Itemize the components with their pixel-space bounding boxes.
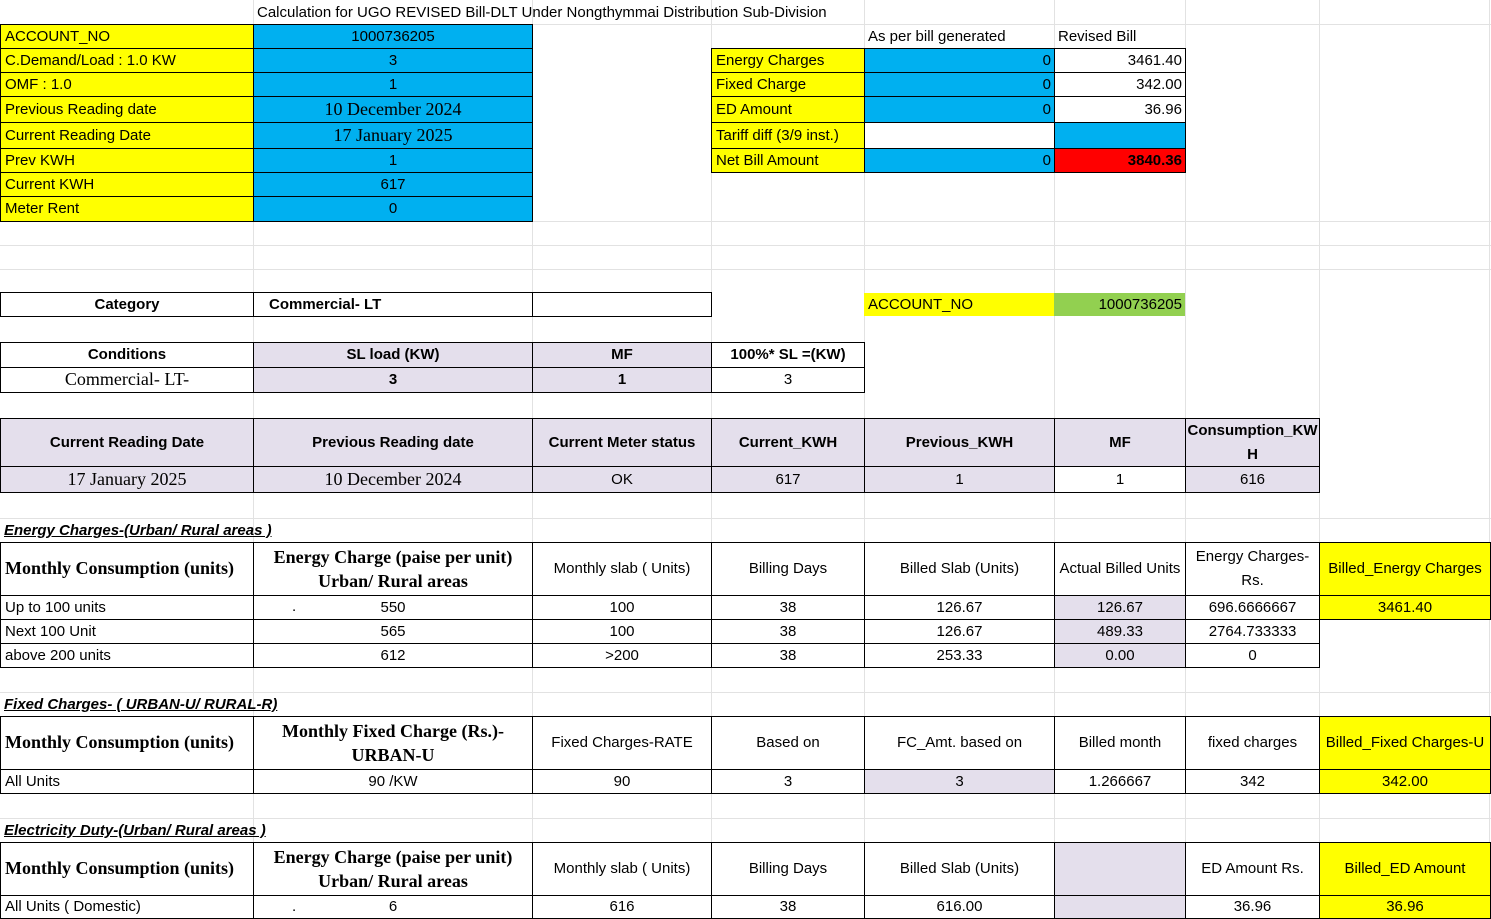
energy-cell[interactable]: Up to 100 units [0,595,254,620]
energy-cell[interactable]: >200 [532,643,712,668]
fixed-cell[interactable]: 90 [532,769,712,794]
input-label-curr-kwh[interactable]: Current KWH [0,172,254,197]
category-value[interactable]: Commercial- LT [253,292,533,317]
fixed-cell[interactable]: All Units [0,769,254,794]
summary-label-energy[interactable]: Energy Charges [711,48,865,73]
energy-dot-mark: . [292,598,297,615]
summary-generated-net[interactable]: 0 [864,148,1055,173]
summary-generated-tariff[interactable] [864,122,1055,149]
summary-generated-energy[interactable]: 0 [864,48,1055,73]
energy-cell[interactable]: 565 [253,619,533,644]
energy-header: Monthly Consumption (units) [0,542,254,596]
category-account-label[interactable]: ACCOUNT_NO [864,293,1054,316]
category-account-value[interactable]: 1000736205 [1054,293,1185,316]
fixed-section-title: Fixed Charges- ( URBAN-U/ RURAL-R) [4,696,278,713]
input-label-omf[interactable]: OMF : 1.0 [0,72,254,97]
conditions-header: Conditions [0,342,254,368]
energy-header: Billing Days [711,542,865,596]
energy-cell[interactable]: 253.33 [864,643,1055,668]
energy-cell[interactable]: 38 [711,595,865,620]
duty-cell[interactable] [1054,895,1186,919]
energy-header: Billed_Energy Charges [1319,542,1491,596]
energy-cell[interactable]: 126.67 [864,595,1055,620]
duty-dot-mark: . [292,898,297,915]
energy-cell[interactable]: 2764.733333 [1185,619,1320,644]
conditions-header: MF [532,342,712,368]
fixed-header: Fixed Charges-RATE [532,716,712,770]
duty-section-title: Electricity Duty-(Urban/ Rural areas ) [4,822,266,839]
energy-header: Monthly slab ( Units) [532,542,712,596]
energy-cell[interactable]: Next 100 Unit [0,619,254,644]
energy-header: Actual Billed Units [1054,542,1186,596]
summary-label-net[interactable]: Net Bill Amount [711,148,865,173]
fixed-cell[interactable]: 90 /KW [253,769,533,794]
fixed-header: Billed month [1054,716,1186,770]
energy-cell[interactable]: 38 [711,643,865,668]
duty-cell[interactable]: 616.00 [864,895,1055,919]
category-label[interactable]: Category [0,292,254,317]
readings-cell[interactable]: 616 [1185,466,1320,493]
fixed-header: Based on [711,716,865,770]
summary-generated-fixed[interactable]: 0 [864,72,1055,97]
energy-cell[interactable]: 0.00 [1054,643,1186,668]
energy-cell[interactable]: 126.67 [864,619,1055,644]
summary-label-fixed[interactable]: Fixed Charge [711,72,865,97]
category-empty-cell[interactable] [532,292,712,317]
readings-header: Current Reading Date [0,418,254,467]
conditions-cell[interactable]: Commercial- LT- [0,367,254,393]
fixed-header: Monthly Consumption (units) [0,716,254,770]
duty-cell[interactable]: 38 [711,895,865,919]
duty-header: Monthly slab ( Units) [532,842,712,896]
energy-section-title: Energy Charges-(Urban/ Rural areas ) [4,522,272,539]
conditions-cell[interactable]: 1 [532,367,712,393]
duty-cell[interactable]: 36.96 [1185,895,1320,919]
energy-header: Energy Charges-Rs. [1185,542,1320,596]
duty-header: Monthly Consumption (units) [0,842,254,896]
fixed-cell[interactable]: 3 [711,769,865,794]
fixed-cell[interactable]: 3 [864,769,1055,794]
input-label-prev-date[interactable]: Previous Reading date [0,96,254,123]
input-label-curr-date[interactable]: Current Reading Date [0,122,254,149]
readings-header: Previous_KWH [864,418,1055,467]
summary-col-revised: Revised Bill [1058,28,1137,45]
readings-header: Consumption_KWH [1185,418,1320,467]
energy-cell[interactable]: 0 [1185,643,1320,668]
readings-cell[interactable]: 17 January 2025 [0,466,254,493]
duty-cell[interactable]: 36.96 [1319,895,1491,919]
sheet-title: Calculation for UGO REVISED Bill-DLT Under Nongthymmai Distribution Sub-Division [257,4,827,21]
fixed-cell[interactable]: 342 [1185,769,1320,794]
fixed-cell[interactable]: 342.00 [1319,769,1491,794]
duty-header [1054,842,1186,896]
energy-cell[interactable]: 3461.40 [1319,595,1491,620]
conditions-cell[interactable]: 3 [711,367,865,393]
input-value-curr-date[interactable]: 17 January 2025 [253,122,533,149]
conditions-header: SL load (KW) [253,342,533,368]
energy-header: Billed Slab (Units) [864,542,1055,596]
fixed-header: fixed charges [1185,716,1320,770]
duty-header: Billed Slab (Units) [864,842,1055,896]
input-value-omf[interactable]: 1 [253,72,533,97]
summary-revised-ed[interactable]: 36.96 [1054,96,1186,123]
summary-generated-ed[interactable]: 0 [864,96,1055,123]
energy-cell[interactable]: 612 [253,643,533,668]
input-value-meter-rent[interactable]: 0 [253,196,533,222]
readings-cell[interactable]: 1 [864,466,1055,493]
summary-revised-energy[interactable]: 3461.40 [1054,48,1186,73]
input-label-account[interactable]: ACCOUNT_NO [0,24,254,49]
input-value-demand[interactable]: 3 [253,48,533,73]
duty-cell[interactable]: 6 [253,895,533,919]
readings-header: MF [1054,418,1186,467]
conditions-cell[interactable]: 3 [253,367,533,393]
energy-cell[interactable]: above 200 units [0,643,254,668]
summary-revised-fixed[interactable]: 342.00 [1054,72,1186,97]
energy-cell[interactable]: 550 [253,595,533,620]
fixed-header: FC_Amt. based on [864,716,1055,770]
input-value-account[interactable]: 1000736205 [253,24,533,49]
readings-cell[interactable]: 617 [711,466,865,493]
duty-header: ED Amount Rs. [1185,842,1320,896]
readings-cell[interactable]: OK [532,466,712,493]
input-value-prev-kwh[interactable]: 1 [253,148,533,173]
summary-revised-net[interactable]: 3840.36 [1054,148,1186,173]
energy-cell[interactable]: 38 [711,619,865,644]
energy-cell[interactable]: 100 [532,619,712,644]
conditions-header: 100%* SL =(KW) [711,342,865,368]
energy-header: Energy Charge (paise per unit) Urban/ Rural areas [253,542,533,596]
input-label-prev-kwh[interactable]: Prev KWH [0,148,254,173]
input-value-curr-kwh[interactable]: 617 [253,172,533,197]
readings-header: Current_KWH [711,418,865,467]
fixed-header: Billed_Fixed Charges-U [1319,716,1491,770]
fixed-cell[interactable]: 1.266667 [1054,769,1186,794]
energy-cell[interactable]: 100 [532,595,712,620]
readings-header: Previous Reading date [253,418,533,467]
energy-cell[interactable]: 126.67 [1054,595,1186,620]
input-label-demand[interactable]: C.Demand/Load : 1.0 KW [0,48,254,73]
input-label-meter-rent[interactable]: Meter Rent [0,196,254,222]
readings-header: Current Meter status [532,418,712,467]
summary-revised-tariff[interactable] [1054,122,1186,149]
duty-header: Billed_ED Amount [1319,842,1491,896]
readings-cell[interactable]: 10 December 2024 [253,466,533,493]
duty-cell[interactable]: All Units ( Domestic) [0,895,254,919]
input-value-prev-date[interactable]: 10 December 2024 [253,96,533,123]
readings-cell[interactable]: 1 [1054,466,1186,493]
energy-cell[interactable]: 489.33 [1054,619,1186,644]
energy-cell[interactable]: 696.6666667 [1185,595,1320,620]
summary-col-generated: As per bill generated [868,28,1006,45]
summary-label-tariff[interactable]: Tariff diff (3/9 inst.) [711,122,865,149]
duty-header: Energy Charge (paise per unit) Urban/ Rural areas [253,842,533,896]
duty-cell[interactable]: 616 [532,895,712,919]
fixed-header: Monthly Fixed Charge (Rs.)-URBAN-U [253,716,533,770]
duty-header: Billing Days [711,842,865,896]
summary-label-ed[interactable]: ED Amount [711,96,865,123]
